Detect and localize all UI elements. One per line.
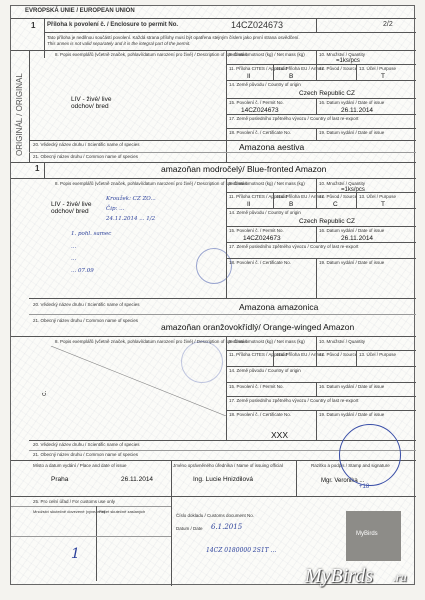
entry3-source-label: 12. Původ / Source [319,352,358,357]
entry2-common-name: amazoňan oranžovokřídlý/ Orange-winged Amazon [161,322,355,332]
entry2-source-label: 12. Původ / Source [319,194,358,199]
customs-value: 1 [71,546,80,562]
entry3-appendix-label: 11. Příloha CITES / Appendix [229,352,288,357]
entry2-handwriting-2: Čip: ... [106,206,125,212]
section-number: 1 [31,21,36,30]
entry1-appendix: II [247,73,251,80]
entry1-source-label: 12. Původ / Source [319,66,358,71]
entry3-date-label: 19. Datum vydání / Date of issue [319,412,385,417]
entry2-origin: Czech Republic CZ [299,218,355,225]
customs-stamp-text: MyBirds [356,531,378,537]
entry1-date-label: 19. Datum vydání / Date of issue [319,130,385,135]
issue-place-date-label: Místo a datum vydání / Place and date of issue [33,463,127,468]
entry1-desc-label: 8. Popis exemplářů (včetně značek, pohlaví/datum narození pro živé) / Description of specimens [55,52,248,57]
entry2-description: LIV - živé/ live odchov/ bred [51,201,92,215]
issuing-official: Ing. Lucie Hnizdilová [193,476,253,483]
entry2-purpose-label: 13. Účel / Purpose [359,194,397,199]
entry2-source: C [333,201,338,208]
stamp-signature-label: Razítko a podpis / Stamp and signature [311,463,390,468]
customs-date-label: Datum / Date [176,526,203,531]
official-round-stamp [339,424,401,486]
entry1-sci-name-label: 20. Vědecký název druhu / Scientific name of species [33,142,140,147]
entry3-annex-label: 11a. Příloha EU / Annex [276,352,324,357]
entry1-quantity: =1ks/pcs [336,58,360,64]
notice-en: This annex is not valid separately and it is the integral part of the permit. [47,41,191,46]
permit-title: Příloha k povolení č. / Enclosure to permit No. [47,22,179,28]
entry1-purpose-label: 13. Účel / Purpose [359,66,397,71]
entry1-purpose: T [381,73,385,80]
entry2-appendix-label: 11. Příloha CITES / Appendix [229,194,288,199]
entry2-handwriting-5: ... [71,244,77,250]
page-indicator: 2/2 [383,21,393,28]
issuing-official-label: Jméno oprávněného úředníka / Name of issuing official [173,463,283,468]
entry1-certificate-label: 18. Povolení č. / Certificate No. [229,130,292,135]
entry1-origin-label: 14. Země původu / Country of origin [229,82,301,87]
entry3-purpose-label: 13. Účel / Purpose [359,352,397,357]
entry1-origin: Czech Republic CZ [299,90,355,97]
union-label: EVROPSKÁ UNIE / EUROPEAN UNION [25,8,135,14]
entry3-cross-lines [51,346,226,416]
entry1-scientific-name: Amazona aestiva [239,142,305,152]
entry3-letter: c. [41,390,48,396]
entry2-handwriting-7: ... 07.09 [71,268,94,274]
entry1-net-mass-label: 9. Čistá hmotnost (kg) / Net mass (kg) [229,52,305,57]
entry2-handwriting-6: ... [71,256,77,262]
permit-number: 14CZ024673 [231,20,284,30]
entry2-purpose: T [381,201,385,208]
entry2-handwriting-1: Kroužek: CZ ZO... [106,196,156,202]
entry2-quantity-label: 10. Množství / Quantity [319,181,366,186]
entry2-issue-date-label: 16. Datum vydání / Date of issue [319,228,385,233]
entry2-desc-label: 8. Popis exemplářů (včetně značek, pohlaví/datum narození pro živé) / Description of specimens [55,181,248,186]
entry3-net-mass-label: 9. Čistá hmotnost (kg) / Net mass (kg) [229,339,305,344]
entry2-annex-label: 11a. Příloha EU / Annex [276,194,324,199]
entry1-description: LIV - živé/ live odchov/ bred [71,96,112,110]
stamp-number: +18 [359,484,370,490]
issue-place: Praha [51,476,69,483]
entry2-handwriting-3: 24.11.2014 ... 1/2 [106,216,156,222]
entry3-common-name-label: 21. Obecný název druhu / Common name of species [33,452,139,457]
entry2-issue-date: 26.11.2014 [341,235,374,242]
entry1-last-reexport-label: 17. Země posledního zpětného vývozu / Country of last re-export [229,116,359,121]
entry2-last-reexport-label: 17. Země posledního zpětného vývozu / Country of last re-export [229,244,359,249]
entry1-permit-label: 15. Povolení č. / Permit No. [229,100,284,105]
customs-label: 25. Pro celní úřad / For customs use only [33,499,116,504]
entry2-handwriting-4: 1. pohl. samec [71,231,112,237]
entry3-quantity-label: 10. Množství / Quantity [319,339,366,344]
customs-doc-label: Číslo dokladu / Customs document No. [176,513,255,518]
entry2-sci-name-label: 20. Vědecký název druhu / Scientific name of species [33,302,140,307]
entry1-common-name: amazoňan modročelý/ Blue-fronted Amazon [161,164,327,174]
entry2-appendix: II [247,201,251,208]
watermark-tld: .ru [393,570,407,584]
entry2-annex: B [289,201,294,208]
entry2-number: 1 [35,164,40,173]
entry3-cross-marks: XXX [271,430,289,440]
entry3-last-reexport-label: 17. Země posledního zpětného vývozu / Country of last re-export [229,398,359,403]
entry2-origin-label: 14. Země původu / Country of origin [229,210,301,215]
permit-document [10,5,415,585]
entry2-scientific-name: Amazona amazonica [239,302,319,312]
entry1-issue-date-label: 16. Datum vydání / Date of issue [319,100,385,105]
customs-doc-number: 14CZ 0180000 2S1T ... [206,547,277,554]
customs-date: 6.1.2015 [211,523,243,531]
entry2-net-mass-label: 9. Čistá hmotnost (kg) / Net mass (kg) [229,181,305,186]
entry1-annex-label: 11a. Příloha EU / Annex [276,66,324,71]
entry2-quantity: =1ks/pcs [341,187,365,193]
customs-col1: Množství skutečně dovezené (vyvezené) [33,509,106,514]
entry1-appendix-label: 11. Příloha CITES / Appendix [229,66,288,71]
entry2-date-label: 19. Datum vydání / Date of issue [319,260,385,265]
entry2-permit-label: 15. Povolení č. / Permit No. [229,228,284,233]
entry1-annex: B [289,73,294,80]
notice-cz: Tato příloha je nedílnou součástí povolení. Každá strana přílohy musí být opatřena stejným číslem jako první strana osvědčení. [47,35,300,40]
entry2-certificate-label: 18. Povolení č. / Certificate No. [229,260,292,265]
entry1-common-name-label: 21. Obecný název druhu / Common name of species [33,154,139,159]
watermark-logo: MyBirds [305,565,374,587]
entry2-common-name-label: 21. Obecný název druhu / Common name of species [33,318,139,323]
entry3-origin-label: 14. Země původu / Country of origin [229,368,301,373]
customs-col2: Počet skutečně zaslaných [99,509,146,514]
original-side-label: ORIGINÁL / ORIGINAL [15,73,24,156]
entry1-issue-date: 26.11.2014 [341,107,374,114]
entry3-issue-date-label: 16. Datum vydání / Date of issue [319,384,385,389]
entry3-certificate-label: 18. Povolení č. / Certificate No. [229,412,292,417]
entry1-permit-no: 14CZ024673 [241,107,279,114]
entry1-quantity-label: 10. Množství / Quantity [319,52,366,57]
entry2-permit-no: 14CZ024673 [243,235,281,242]
entry3-desc-label: 8. Popis exemplářů (včetně značek, pohlaví/datum narození pro živé) / Description of specimens [55,339,248,344]
signer-name: Mgr. Veronika ... [321,478,365,484]
entry3-sci-name-label: 20. Vědecký název druhu / Scientific name of species [33,442,140,447]
issue-date: 26.11.2014 [121,476,154,483]
entry3-permit-label: 15. Povolení č. / Permit No. [229,384,284,389]
